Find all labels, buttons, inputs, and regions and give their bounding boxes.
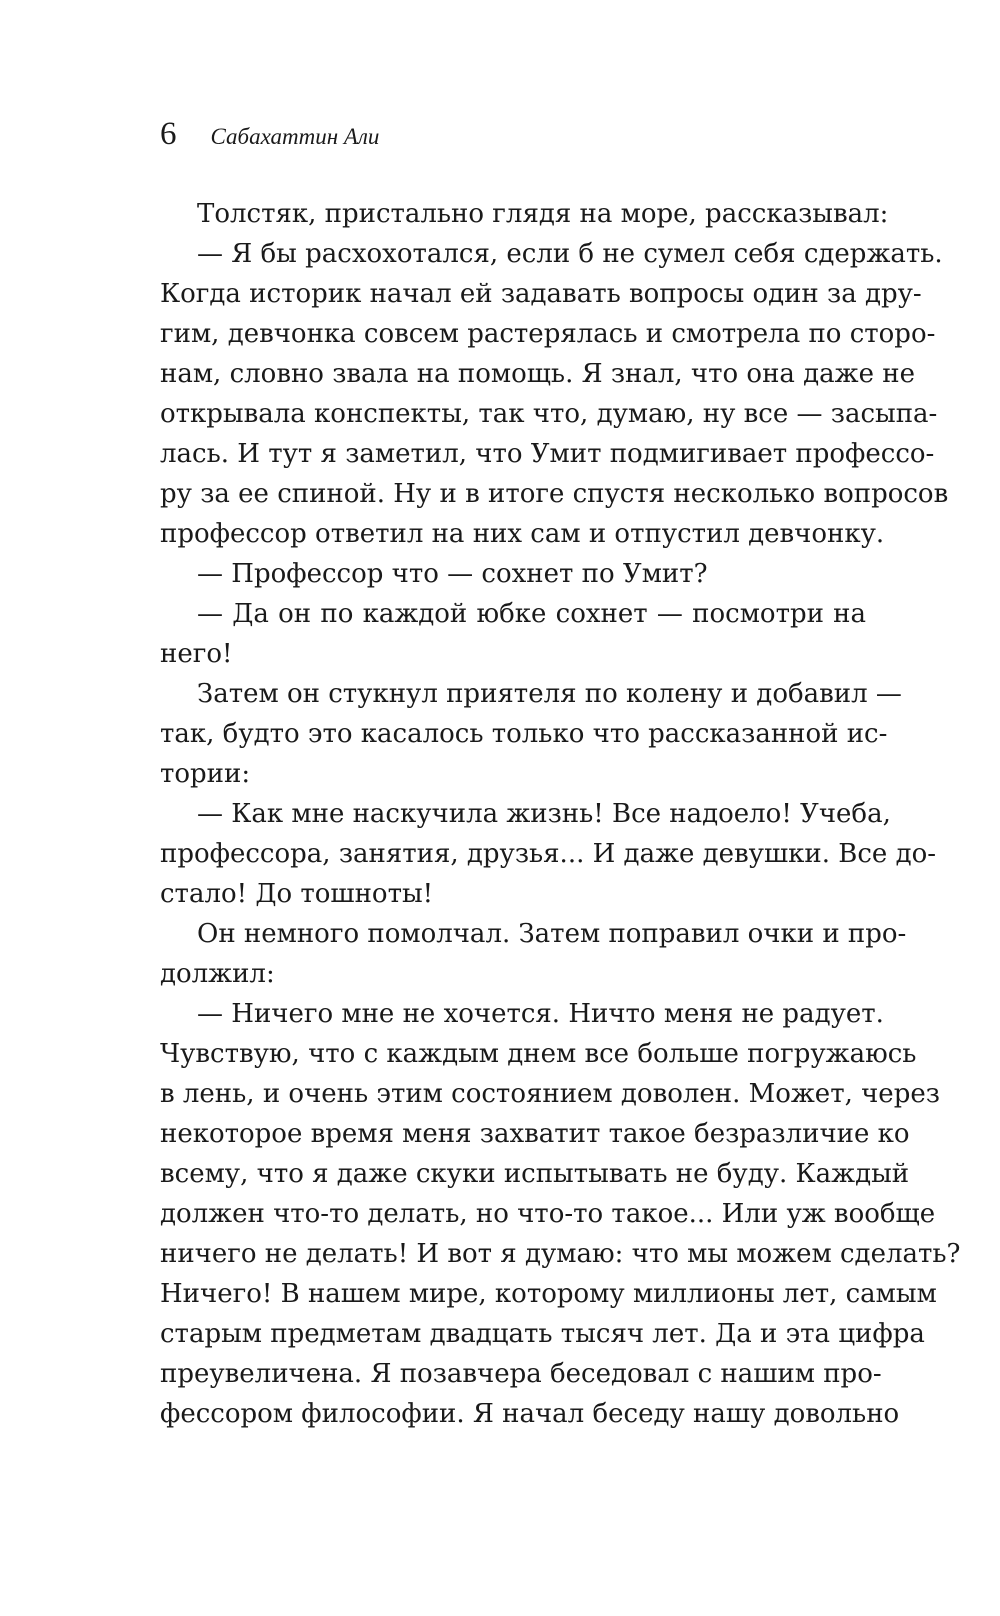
text-line: нам, словно звала на помощь. Я знал, что она даже не [160, 359, 915, 389]
text-line: ру за ее спиной. Ну и в итоге спустя несколько вопросов [160, 479, 949, 509]
text-line: него! [160, 639, 233, 669]
text-line: — Я бы расхохотался, если б не сумел себя сдержать. [197, 239, 943, 269]
text-line: гим, девчонка совсем растерялась и смотрела по сторо- [160, 319, 936, 349]
text-line: ничего не делать! И вот я думаю: что мы можем сделать? [160, 1239, 961, 1269]
page-number: 6 [160, 116, 177, 152]
page-header [160, 118, 880, 158]
body-text [160, 194, 961, 1434]
text-line: Затем он стукнул приятеля по колену и добавил — [197, 679, 902, 709]
text-line: старым предметам двадцать тысяч лет. Да и эта цифра [160, 1319, 925, 1349]
text-line: Ничего! В нашем мире, которому миллионы лет, самым [160, 1279, 937, 1309]
text-line: некоторое время меня захватит такое безразличие ко [160, 1119, 910, 1149]
text-line: стало! До тошноты! [160, 879, 434, 909]
text-line: Он немного помолчал. Затем поправил очки и про- [197, 919, 907, 949]
text-line: должил: [160, 959, 275, 989]
text-line: — Ничего мне не хочется. Ничто меня не радует. [197, 999, 884, 1029]
text-line: лась. И тут я заметил, что Умит подмигивает профессо- [160, 439, 935, 469]
running-title: Сабахаттин Али [210, 124, 380, 149]
text-line: — Да он по каждой юбке сохнет — посмотри на [197, 599, 866, 629]
text-line: открывала конспекты, так что, думаю, ну все — засыпа- [160, 399, 938, 429]
text-line: тории: [160, 759, 251, 789]
text-line: Чувствую, что с каждым днем все больше погружаюсь [160, 1039, 917, 1069]
text-line: в лень, и очень этим состоянием доволен. Может, через [160, 1079, 940, 1109]
text-line: всему, что я даже скуки испытывать не буду. Каждый [160, 1159, 910, 1189]
text-line: профессор ответил на них сам и отпустил девчонку. [160, 519, 885, 549]
text-line: — Как мне наскучила жизнь! Все надоело! Учеба, [197, 799, 891, 829]
text-line: преувеличена. Я позавчера беседовал с нашим про- [160, 1359, 882, 1389]
text-line: Толстяк, пристально глядя на море, рассказывал: [197, 199, 889, 229]
text-line: профессора, занятия, друзья... И даже девушки. Все до- [160, 839, 937, 869]
text-line: — Профессор что — сохнет по Умит? [197, 559, 708, 589]
text-line: должен что-то делать, но что-то такое... Или уж вообще [160, 1199, 936, 1229]
text-line: так, будто это касалось только что рассказанной ис- [160, 719, 888, 749]
text-line: фессором философии. Я начал беседу нашу довольно [160, 1399, 900, 1429]
text-line: Когда историк начал ей задавать вопросы один за дру- [160, 279, 922, 309]
